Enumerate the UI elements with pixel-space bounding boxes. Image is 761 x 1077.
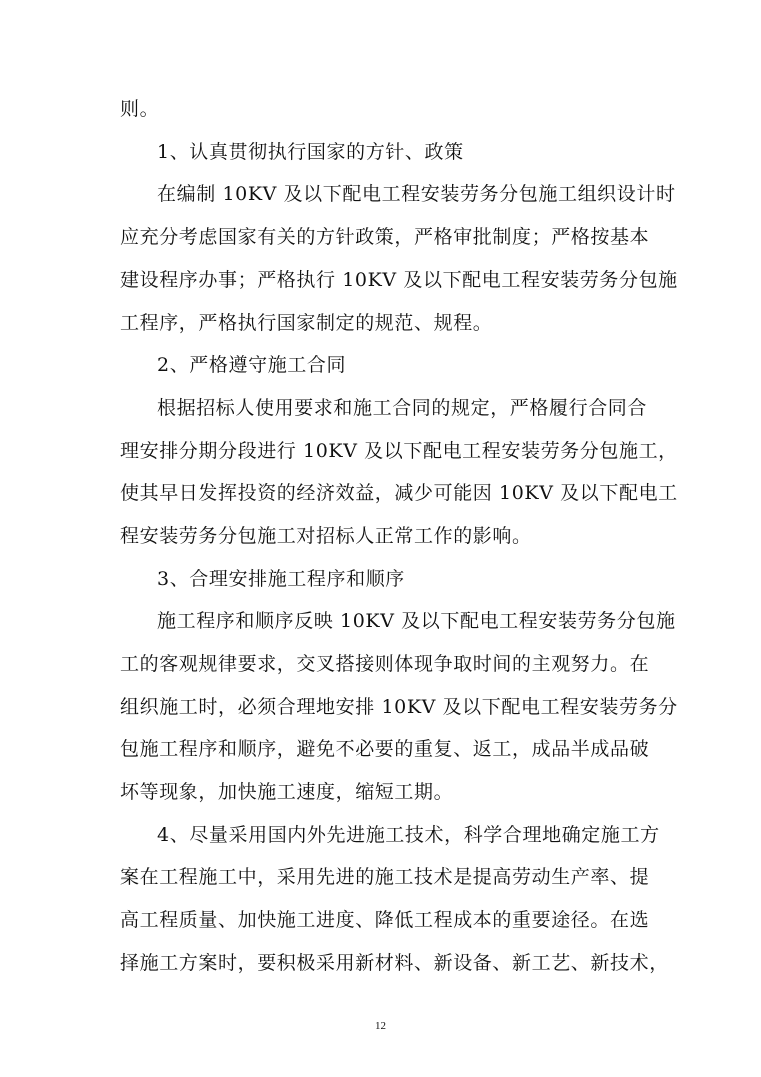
paragraph-line: 坏等现象，加快施工速度，缩短工期。 bbox=[120, 781, 454, 803]
paragraph-line: 使其早日发挥投资的经济效益，减少可能因 10KV 及以下配电工 bbox=[120, 482, 678, 504]
section-heading: 4、尽量采用国内外先进施工技术，科学合理地确定施工方 bbox=[157, 824, 660, 846]
paragraph-line: 程安装劳务分包施工对招标人正常工作的影响。 bbox=[120, 525, 532, 547]
paragraph-line: 案在工程施工中，采用先进的施工技术是提高劳动生产率、提 bbox=[120, 866, 650, 888]
paragraph-line: 施工程序和顺序反映 10KV 及以下配电工程安装劳务分包施 bbox=[157, 610, 676, 632]
paragraph-line: 工的客观规律要求，交叉搭接则体现争取时间的主观努力。在 bbox=[120, 653, 650, 675]
paragraph-line: 择施工方案时，要积极采用新材料、新设备、新工艺、新技术， bbox=[120, 952, 669, 974]
page-number: 12 bbox=[375, 1020, 386, 1032]
paragraph-line: 理安排分期分段进行 10KV 及以下配电工程安装劳务分包施工， bbox=[120, 440, 678, 462]
paragraph-line: 工程序，严格执行国家制定的规范、规程。 bbox=[120, 312, 493, 334]
section-heading: 3、合理安排施工程序和顺序 bbox=[157, 568, 405, 590]
paragraph-line: 应充分考虑国家有关的方针政策，严格审批制度；严格按基本 bbox=[120, 226, 650, 248]
paragraph-line: 在编制 10KV 及以下配电工程安装劳务分包施工组织设计时 bbox=[157, 183, 676, 205]
section-heading: 1、认真贯彻执行国家的方针、政策 bbox=[157, 141, 464, 163]
paragraph-line: 根据招标人使用要求和施工合同的规定，严格履行合同合 bbox=[157, 397, 648, 419]
section-heading: 2、严格遵守施工合同 bbox=[157, 354, 347, 376]
paragraph-line: 包施工程序和顺序，避免不必要的重复、返工，成品半成品破 bbox=[120, 738, 650, 760]
paragraph-line: 高工程质量、加快施工进度、降低工程成本的重要途径。在选 bbox=[120, 909, 650, 931]
paragraph-line: 建设程序办事；严格执行 10KV 及以下配电工程安装劳务分包施 bbox=[120, 269, 678, 291]
paragraph-line: 组织施工时，必须合理地安排 10KV 及以下配电工程安装劳务分 bbox=[120, 696, 678, 718]
text-line: 则。 bbox=[120, 98, 160, 120]
